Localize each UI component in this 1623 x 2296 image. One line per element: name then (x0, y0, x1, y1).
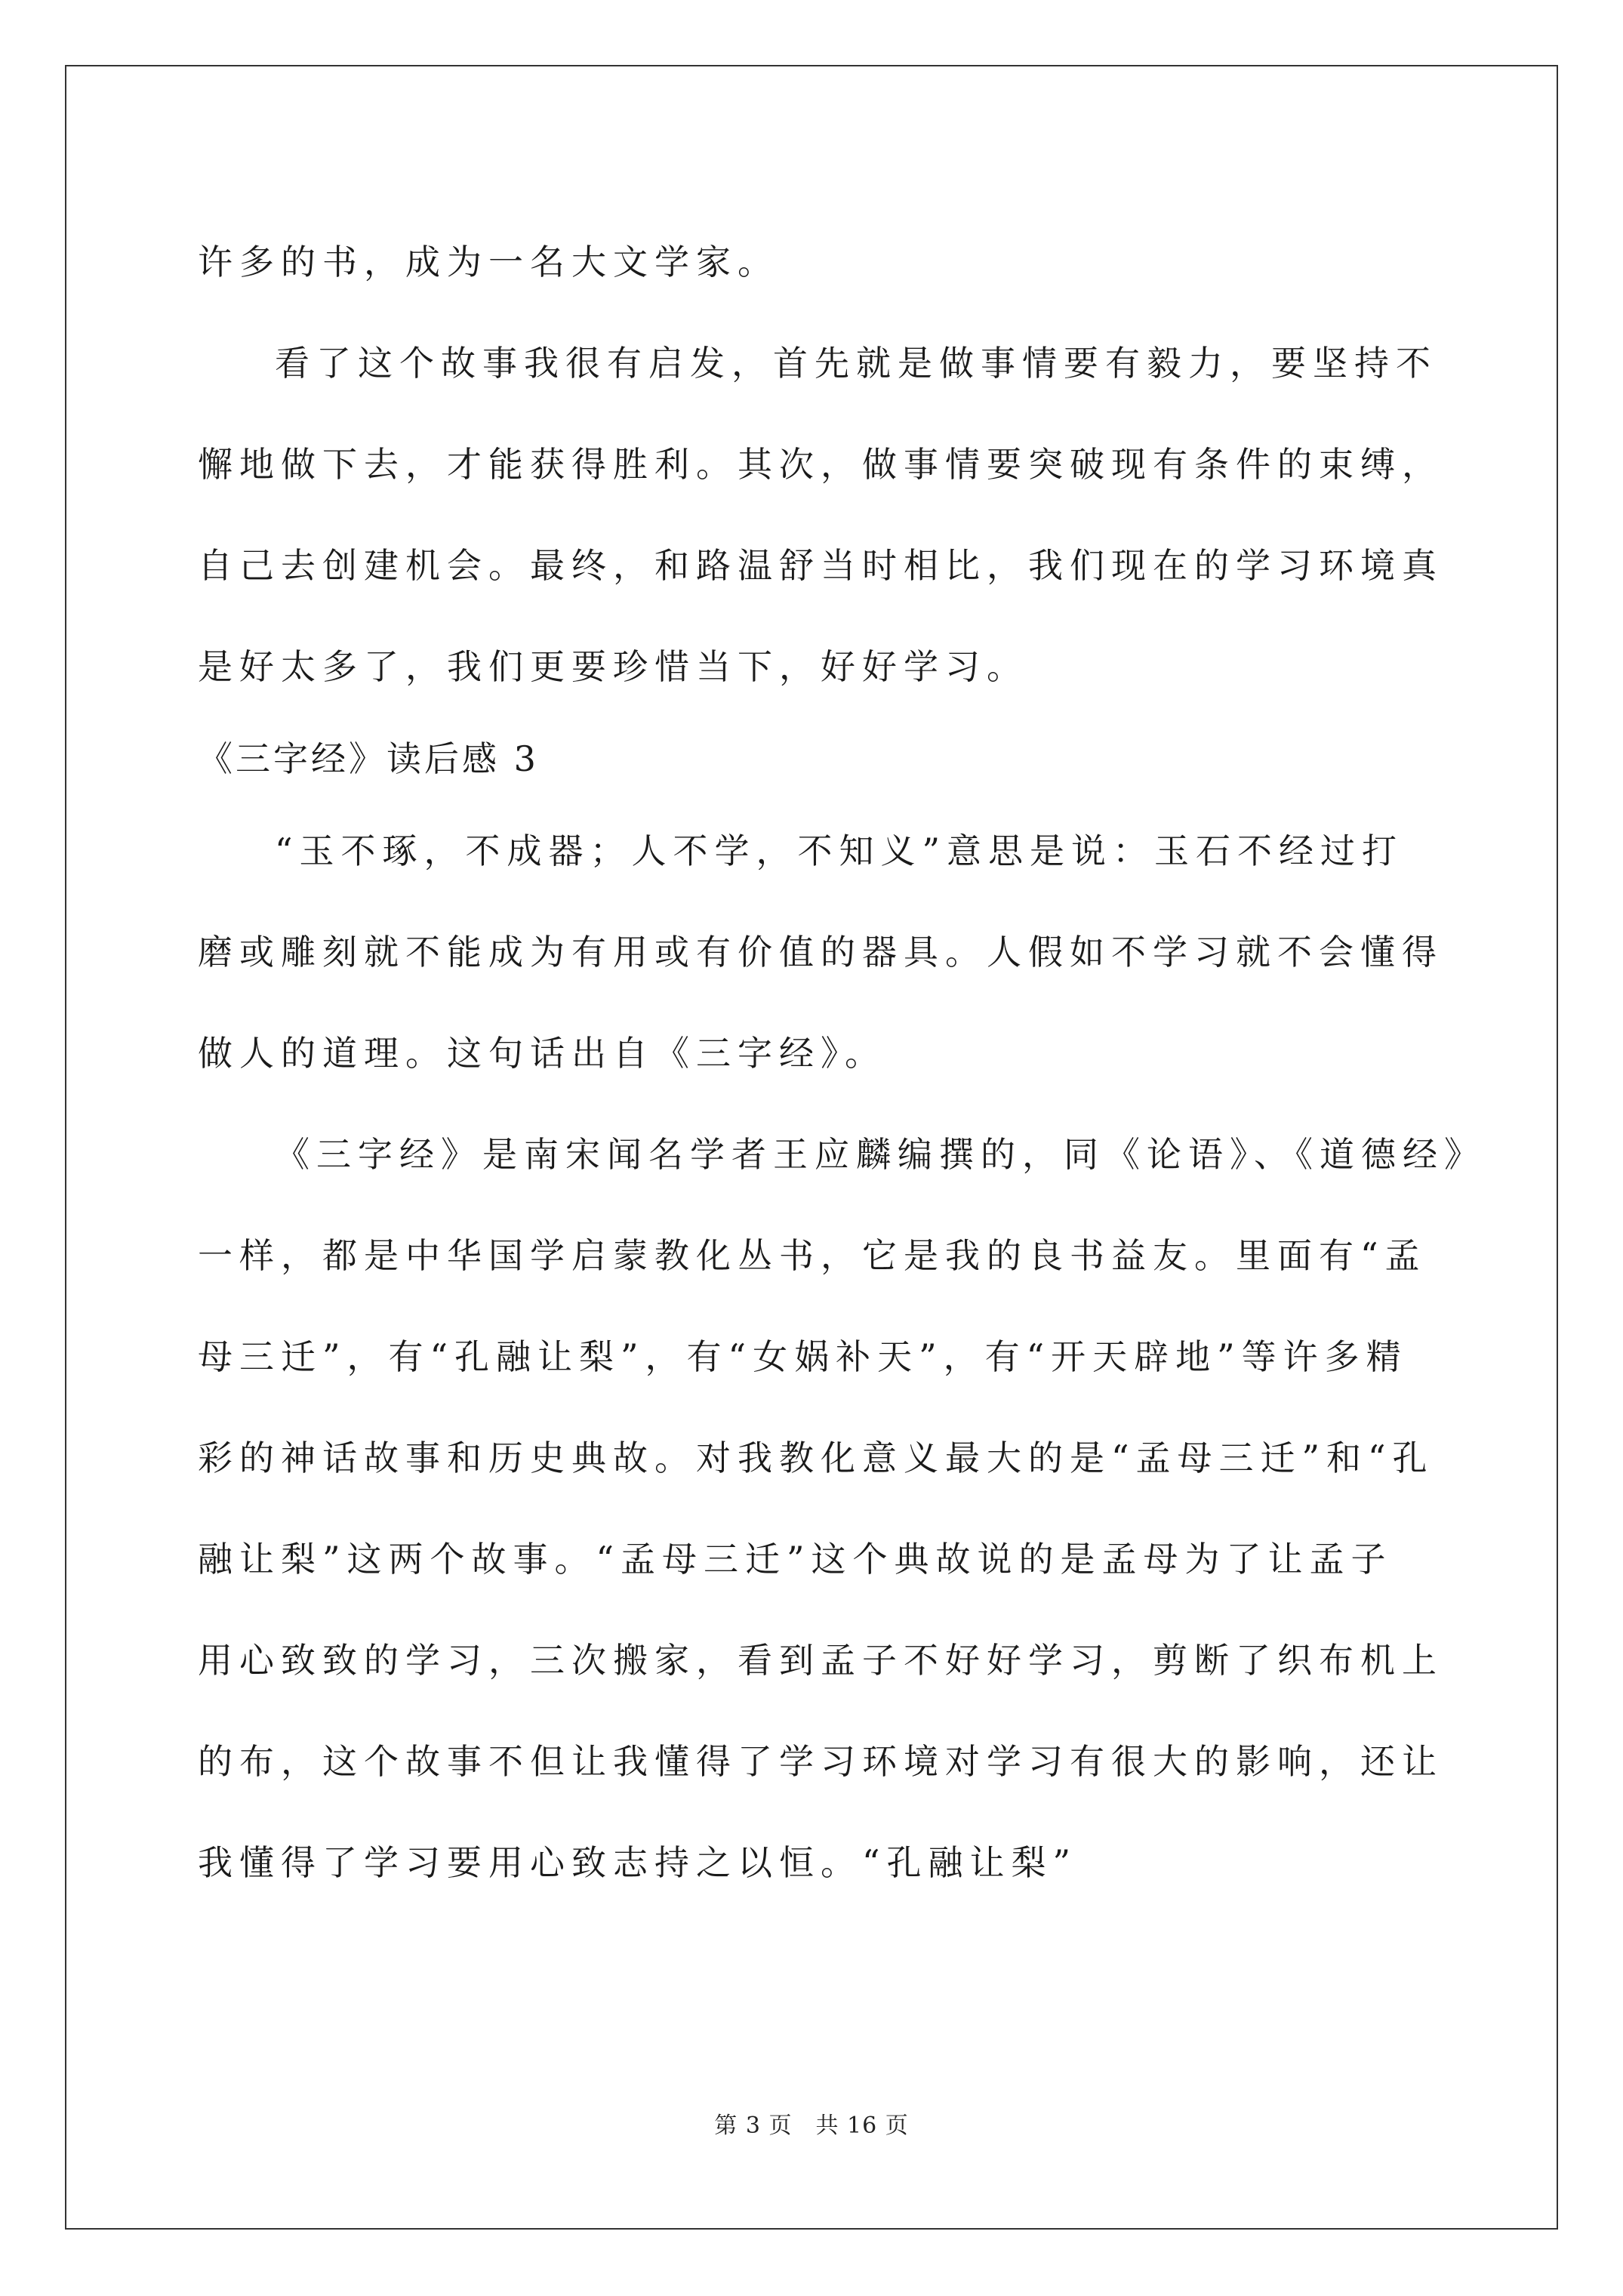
paragraph-line: 做人的道理。这句话出自《三字经》。 (198, 1033, 886, 1074)
page-number: 第 3 页 共 16 页 (714, 2113, 909, 2139)
paragraph-line: 我懂得了学习要用心致志持之以恒。“孔融让梨” (198, 1842, 1078, 1883)
paragraph-line: 彩的神话故事和历史典故。对我教化意义最大的是“孟母三迁”和“孔 (198, 1438, 1434, 1478)
paragraph-line: 母三迁”，有“孔融让梨”，有“女娲补天”，有“开天辟地”等许多精 (198, 1336, 1408, 1377)
paragraph-line: 的布，这个故事不但让我懂得了学习环境对学习有很大的影响，还让 (198, 1741, 1443, 1782)
paragraph-line: 融让梨”这两个故事。“孟母三迁”这个典故说的是孟母为了让孟子 (198, 1539, 1393, 1579)
paragraph-line: 用心致致的学习，三次搬家，看到孟子不好好学习，剪断了织布机上 (198, 1640, 1443, 1681)
document-body (198, 211, 1486, 1913)
paragraph-line: 磨或雕刻就不能成为有用或有价值的器具。人假如不学习就不会懂得 (198, 932, 1443, 972)
paragraph-line: 一样，都是中华国学启蒙教化丛书，它是我的良书益友。里面有“孟 (198, 1235, 1427, 1276)
paragraph-line: 懈地做下去，才能获得胜利。其次，做事情要突破现有条件的束缚， (198, 444, 1443, 485)
paragraph-line: “玉不琢，不成器；人不学，不知义”意思是说：玉石不经过打 (275, 831, 1404, 871)
paragraph-line: 自己去创建机会。最终，和路温舒当时相比，我们现在的学习环境真 (198, 545, 1443, 586)
paragraph-line: 是好太多了，我们更要珍惜当下，好好学习。 (198, 646, 1028, 687)
section-heading: 《三字经》读后感 3 (198, 738, 539, 779)
paragraph-line: 《三字经》是南宋闻名学者王应麟编撰的，同《论语》、《道德经》 (275, 1134, 1486, 1175)
paragraph-line: 看了这个故事我很有启发，首先就是做事情要有毅力，要坚持不 (275, 343, 1437, 384)
paragraph-line: 许多的书，成为一名大文学家。 (198, 242, 779, 282)
